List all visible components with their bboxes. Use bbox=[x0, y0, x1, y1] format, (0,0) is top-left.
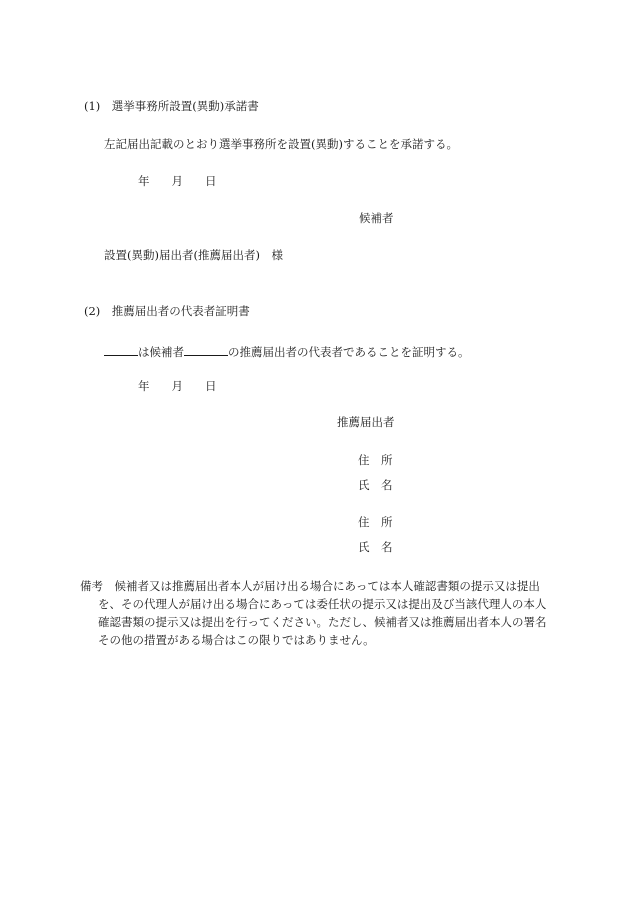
year-label: 年 bbox=[138, 379, 150, 393]
section1-statement: 左記届出記載のとおり選挙事務所を設置(異動)することを承諾する。 bbox=[104, 137, 458, 151]
address-label: 住 所 bbox=[358, 453, 393, 467]
address-label-2: 住 所 bbox=[358, 515, 393, 529]
statement-mid: は候補者 bbox=[138, 345, 184, 359]
section2-date bbox=[138, 381, 217, 393]
section2-statement bbox=[104, 343, 470, 359]
addressee: 設置(異動)届出者(推薦届出者) 様 bbox=[104, 248, 283, 262]
representative-blank bbox=[104, 343, 138, 356]
notes bbox=[80, 577, 554, 649]
name-label-2: 氏 名 bbox=[358, 540, 393, 554]
day-label: 日 bbox=[205, 379, 217, 393]
section2-title: (2) 推薦届出者の代表者証明書 bbox=[84, 304, 250, 318]
section1-title: (1) 選挙事務所設置(異動)承諾書 bbox=[84, 99, 259, 113]
notes-line-2: を、その代理人が届け出る場合にあっては委任状の提示又は提出及び当該代理人の本人 bbox=[98, 597, 547, 611]
notes-line-4: その他の措置がある場合はこの限りではありません。 bbox=[98, 633, 375, 647]
name-label: 氏 名 bbox=[358, 478, 393, 492]
nominator-label: 推薦届出者 bbox=[337, 415, 395, 429]
day-label: 日 bbox=[205, 174, 217, 188]
notes-line-3: 確認書類の提示又は提出を行ってください。ただし、候補者又は推薦届出者本人の署名 bbox=[98, 615, 547, 629]
notes-line-1: 備考 候補者又は推薦届出者本人が届け出る場合にあっては本人確認書類の提示又は提出 bbox=[80, 579, 540, 593]
year-label: 年 bbox=[138, 174, 150, 188]
month-label: 月 bbox=[171, 174, 183, 188]
section1-date bbox=[138, 176, 217, 188]
statement-end: の推薦届出者の代表者であることを証明する。 bbox=[228, 345, 470, 359]
candidate-blank bbox=[184, 343, 228, 356]
candidate-label: 候補者 bbox=[359, 211, 394, 225]
month-label: 月 bbox=[171, 379, 183, 393]
